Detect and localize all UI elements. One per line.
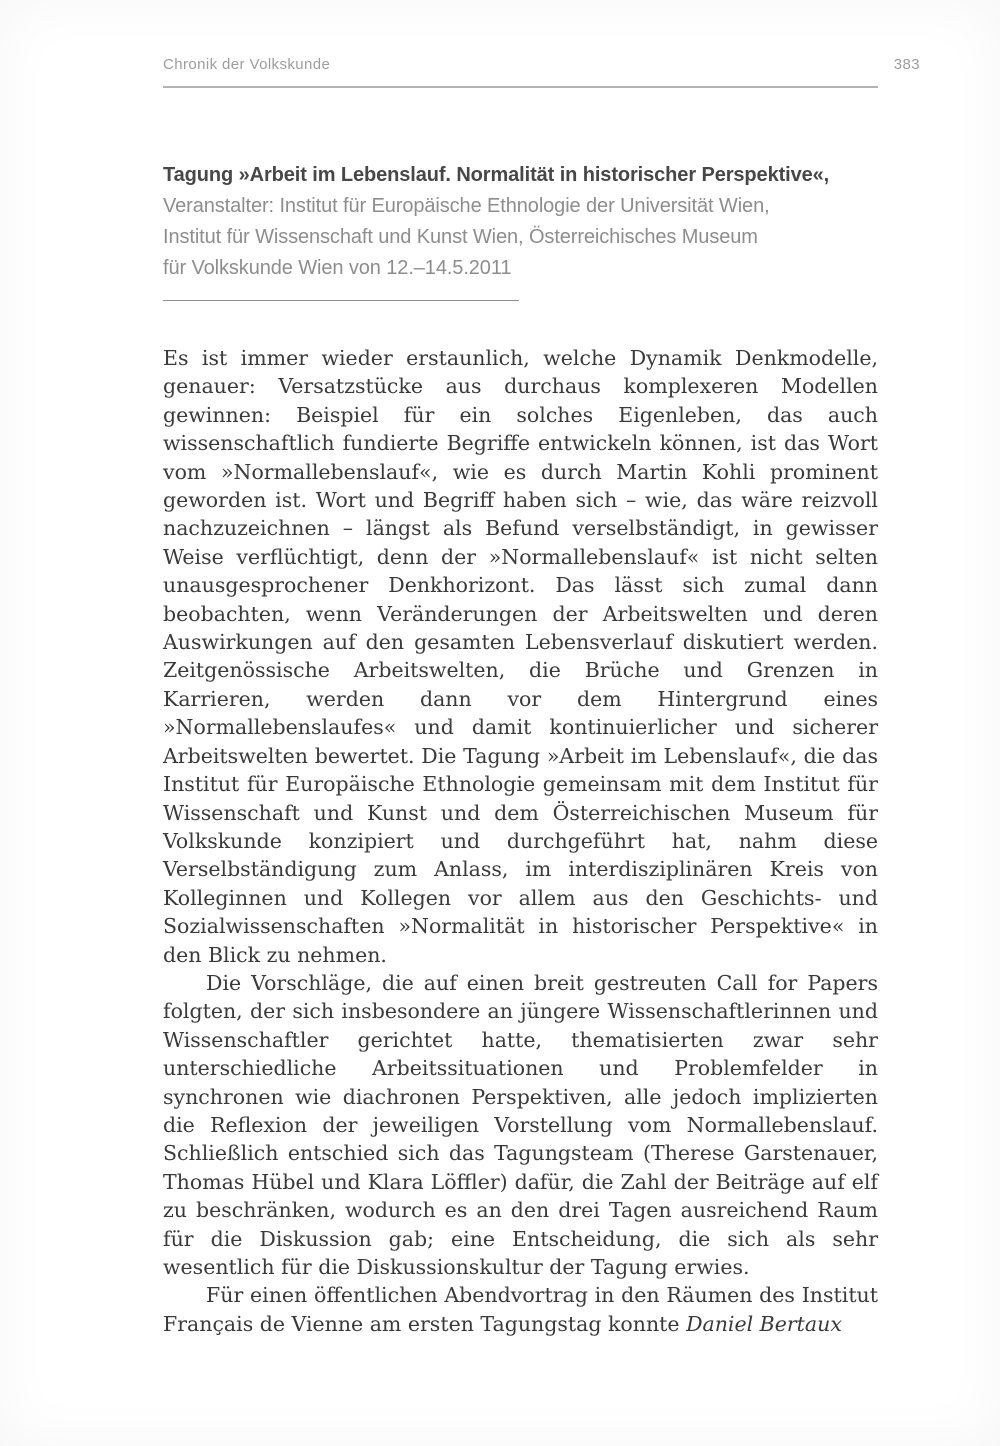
running-head: Chronik der Volkskunde: [163, 56, 331, 73]
paragraph-3-text: Für einen öffentlichen Abendvortrag in den Räumen des Institut Français de Vienne am ersten Tagungstag konnte: [163, 1283, 878, 1336]
paragraph-3: [163, 1281, 878, 1338]
article-body: [163, 344, 878, 1338]
article-subtitle-line-2: Institut für Wissenschaft und Kunst Wien, Österreichisches Museum: [163, 226, 758, 248]
paragraph-1: Es ist immer wieder erstaunlich, welche Dynamik Denkmodelle, genauer: Versatzstücke aus durchaus komplexeren Modellen gewinnen: Beispiel für ein solches Eigenleben, das auch wissenschaftlich fundierte Begriffe entwickeln können, ist das Wort vom »Normallebenslauf«, wie es durch Martin Kohli prominent geworden ist. Wort und Begriff haben sich – wie, das wäre reizvoll nachzuzeichnen – längst als Befund verselbständigt, in gewisser Weise verflüchtigt, denn der »Normallebenslauf« ist nicht selten unausgesprochener Denkhorizont. Das lässt sich zumal dann beobachten, wenn Veränderungen der Arbeitswelten und deren Auswirkungen auf den gesamten Lebensverlauf diskutiert werden. Zeitgenössische Arbeitswelten, die Brüche und Grenzen in Karrieren, werden dann vor dem Hintergrund eines »Normallebenslaufes« und damit kontinuierlicher und sicherer Arbeitswelten bewertet. Die Tagung »Arbeit im Lebenslauf«, die das Institut für Europäische Ethnologie gemeinsam mit dem Institut für Wissenschaft und Kunst und dem Österreichischen Museum für Volkskunde konzipiert und durchgeführt hat, nahm diese Verselbständigung zum Anlass, im interdisziplinären Kreis von Kolleginnen und Kollegen vor allem aus den Geschichts- und Sozialwissenschaften »Normalität in historischer Perspektive« in den Blick zu nehmen.: [163, 346, 878, 967]
title-rule: [163, 300, 519, 301]
person-name-italic: Daniel Bertaux: [686, 1311, 842, 1336]
page-header: [163, 56, 920, 73]
article-title: Tagung »Arbeit im Lebenslauf. Normalität in historischer Perspektive«,: [163, 164, 830, 186]
article-subtitle-line-1: Veranstalter: Institut für Europäische Ethnologie der Universität Wien,: [163, 195, 770, 217]
paragraph-2: Die Vorschläge, die auf einen breit gestreuten Call for Papers folgten, der sich insbesondere an jüngere Wissenschaftlerinnen und Wissenschaftler gerichtet hatte, thematisierten zwar sehr unterschiedliche Arbeitssituationen und Problemfelder in synchronen wie diachronen Perspektiven, alle jedoch implizierten die Reflexion der jeweiligen Vorstellung vom Normallebenslauf. Schließlich entschied sich das Tagungsteam (Therese Garstenauer, Thomas Hübel und Klara Löffler) dafür, die Zahl der Beiträge auf elf zu beschränken, wodurch es an den drei Tagen ausreichend Raum für die Diskussion gab; eine Entscheidung, die sich als sehr wesentlich für die Diskussionskultur der Tagung erwies.: [163, 970, 878, 1279]
page-number: 383: [893, 56, 920, 73]
article-subtitle-line-3: für Volkskunde Wien von 12.–14.5.2011: [163, 257, 512, 279]
article-title-block: [163, 160, 935, 284]
header-rule: [163, 86, 878, 88]
